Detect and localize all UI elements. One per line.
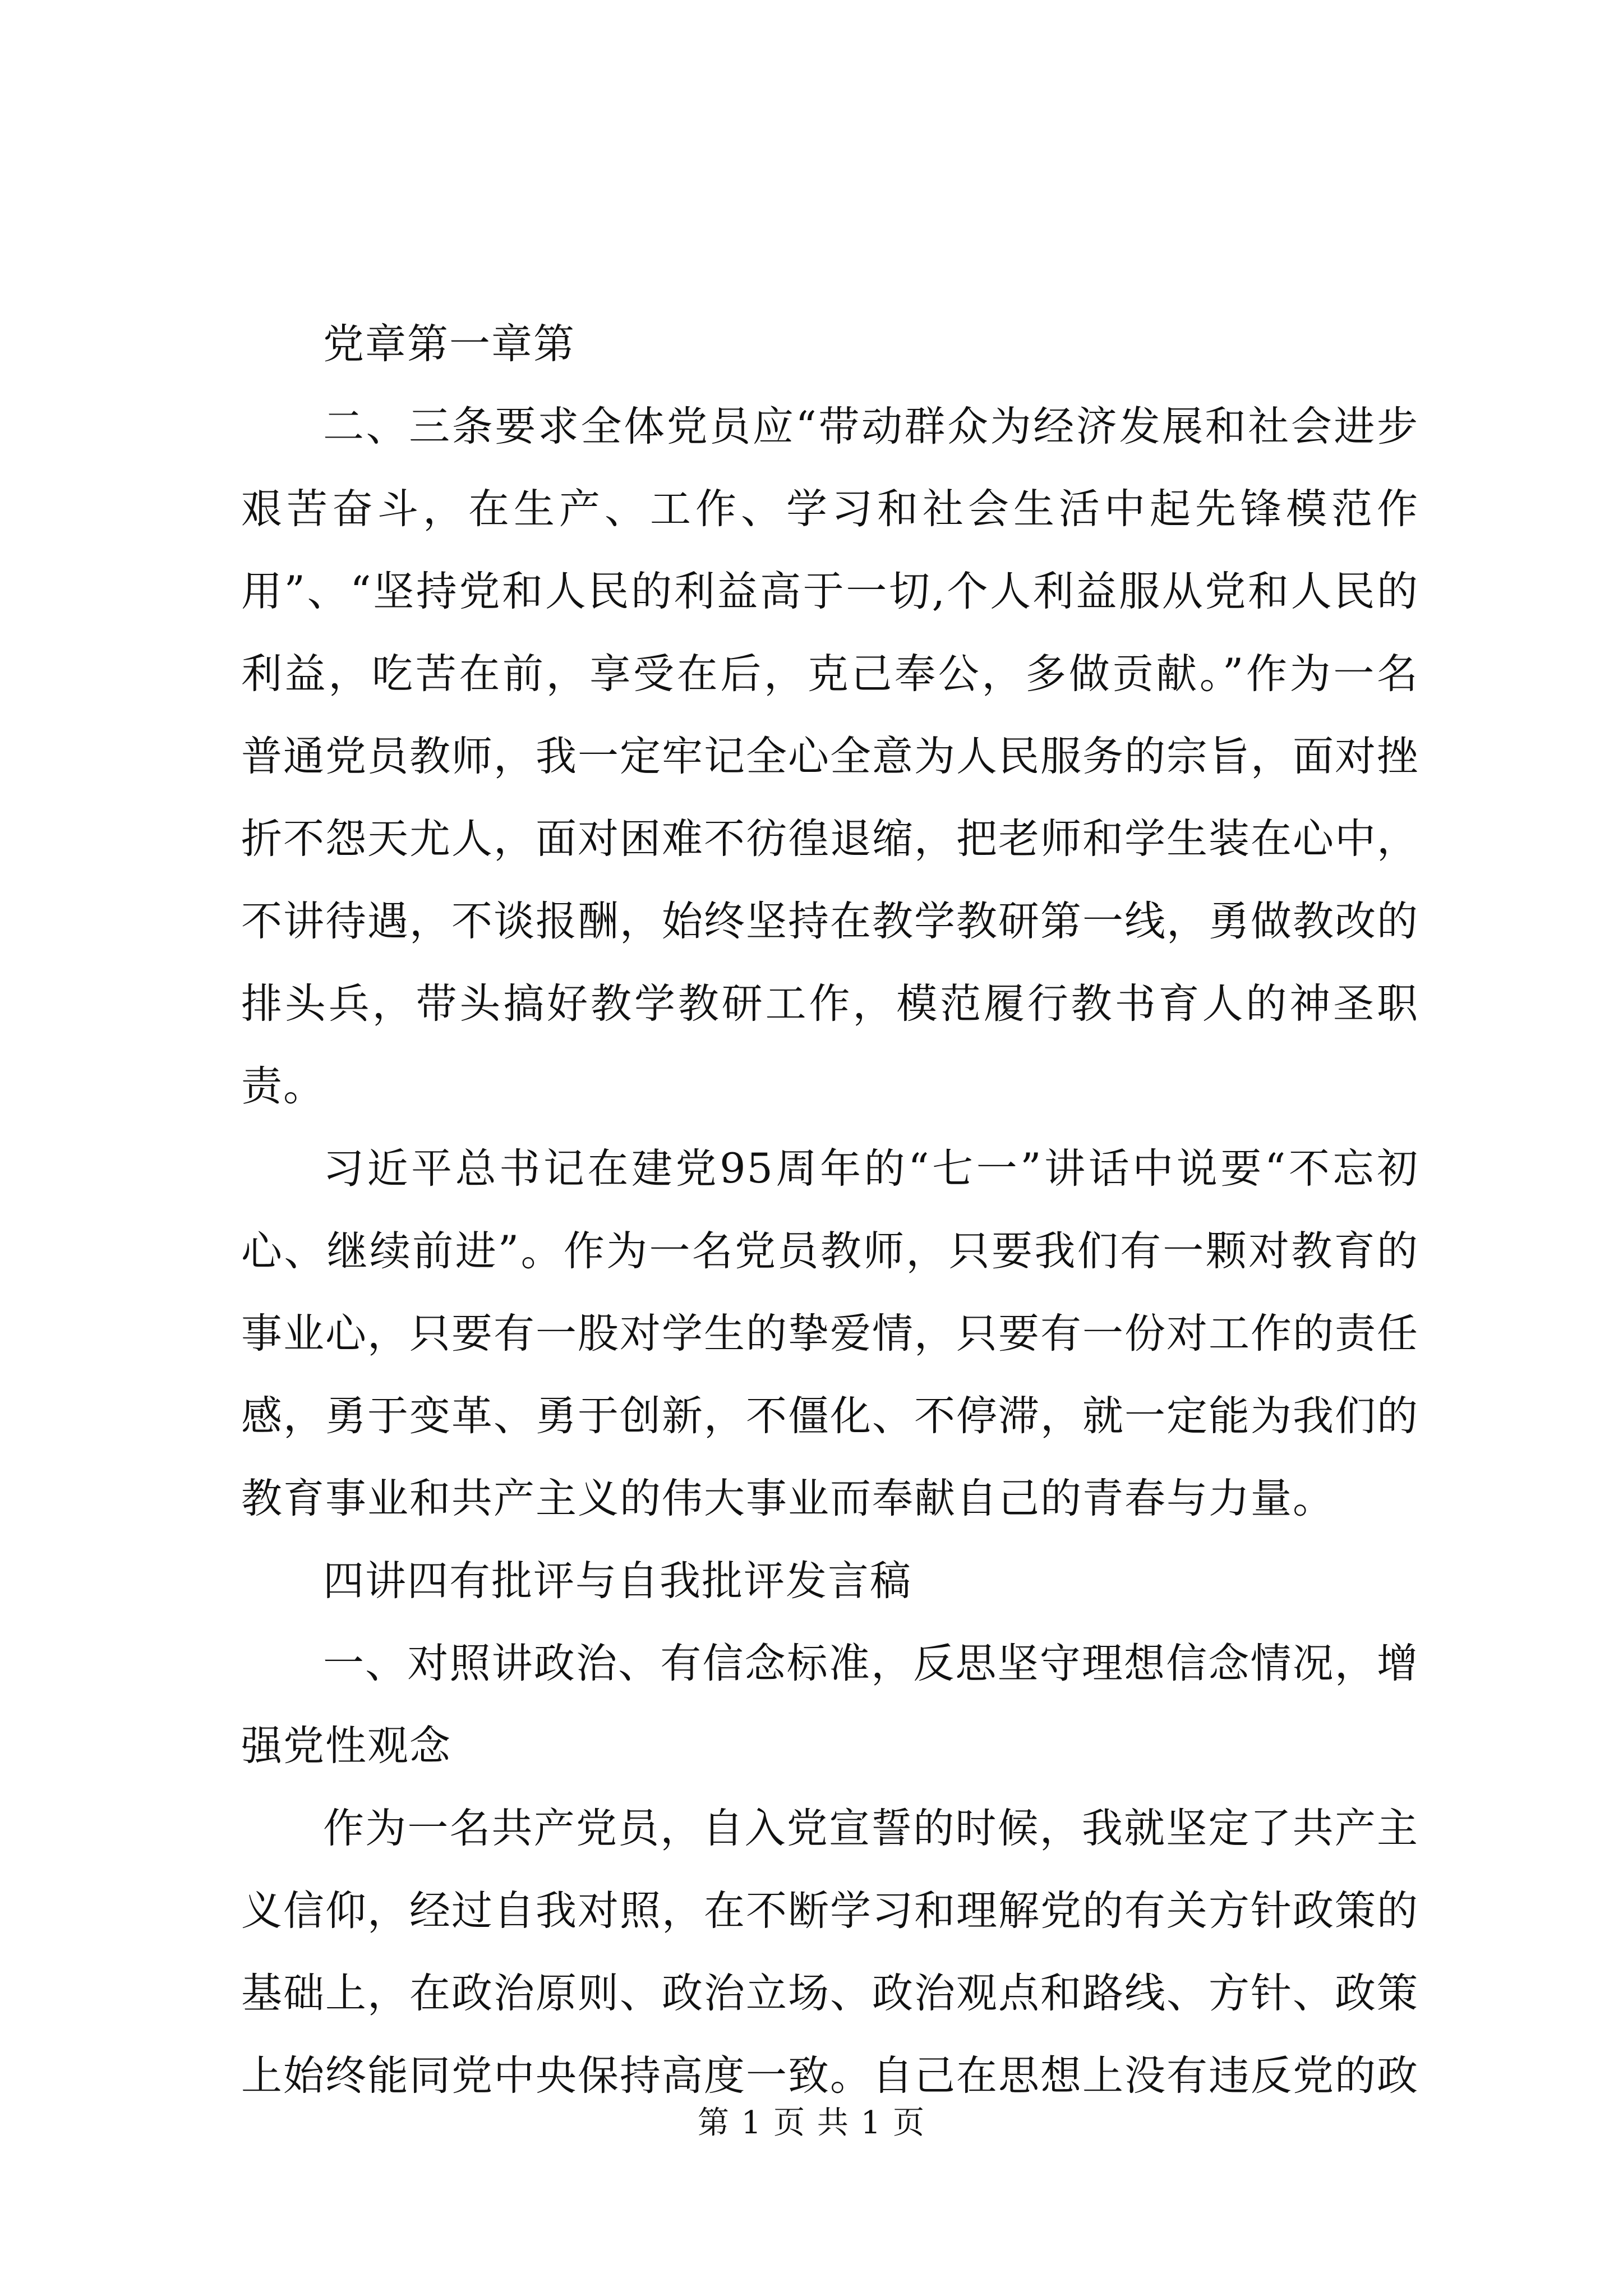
document-body bbox=[241, 303, 1419, 2117]
paragraph-1: 党章第一章第 bbox=[323, 320, 575, 368]
paragraph-3: 习近平总书记在建党95周年的“七一”讲话中说要“不忘初心、继续前进”。作为一名党员教师，只要我们有一颗对教育的事业心，只要有一股对学生的挚爱情，只要有一份对工作的责任感，勇于变革、勇于创新，不僵化、不停滞，就一定能为我们的教育事业和共产主义的伟大事业而奉献自己的青春与力量。 bbox=[241, 1145, 1419, 1522]
paragraph-6: 作为一名共产党员，自入党宣誓的时候，我就坚定了共产主义信仰，经过自我对照，在不断学习和理解党的有关方针政策的基础上，在政治原则、政治立场、政治观点和路线、方针、政策上始终能同党中央保持高度一致。自己在思想上没有违反党的政 bbox=[241, 1805, 1419, 2100]
paragraph-2: 二、三条要求全体党员应“带动群众为经济发展和社会进步艰苦奋斗，在生产、工作、学习和社会生活中起先锋模范作用”、“坚持党和人民的利益高于一切,个人利益服从党和人民的利益，吃苦在前，享受在后，克己奉公，多做贡献。”作为一名普通党员教师，我一定牢记全心全意为人民服务的宗旨，面对挫折不怨天尤人，面对困难不彷徨退缩，把老师和学生装在心中，不讲待遇，不谈报酬，始终坚持在教学教研第一线，勇做教改的排头兵，带头搞好教学教研工作，模范履行教书育人的神圣职责。 bbox=[241, 403, 1419, 1110]
page-footer: 第 1 页 共 1 页 bbox=[697, 2105, 926, 2141]
subsection-heading: 一、对照讲政治、有信念标准，反思坚守理想信念情况，增强党性观念 bbox=[241, 1640, 1419, 1770]
section-heading: 四讲四有批评与自我批评发言稿 bbox=[323, 1557, 912, 1605]
